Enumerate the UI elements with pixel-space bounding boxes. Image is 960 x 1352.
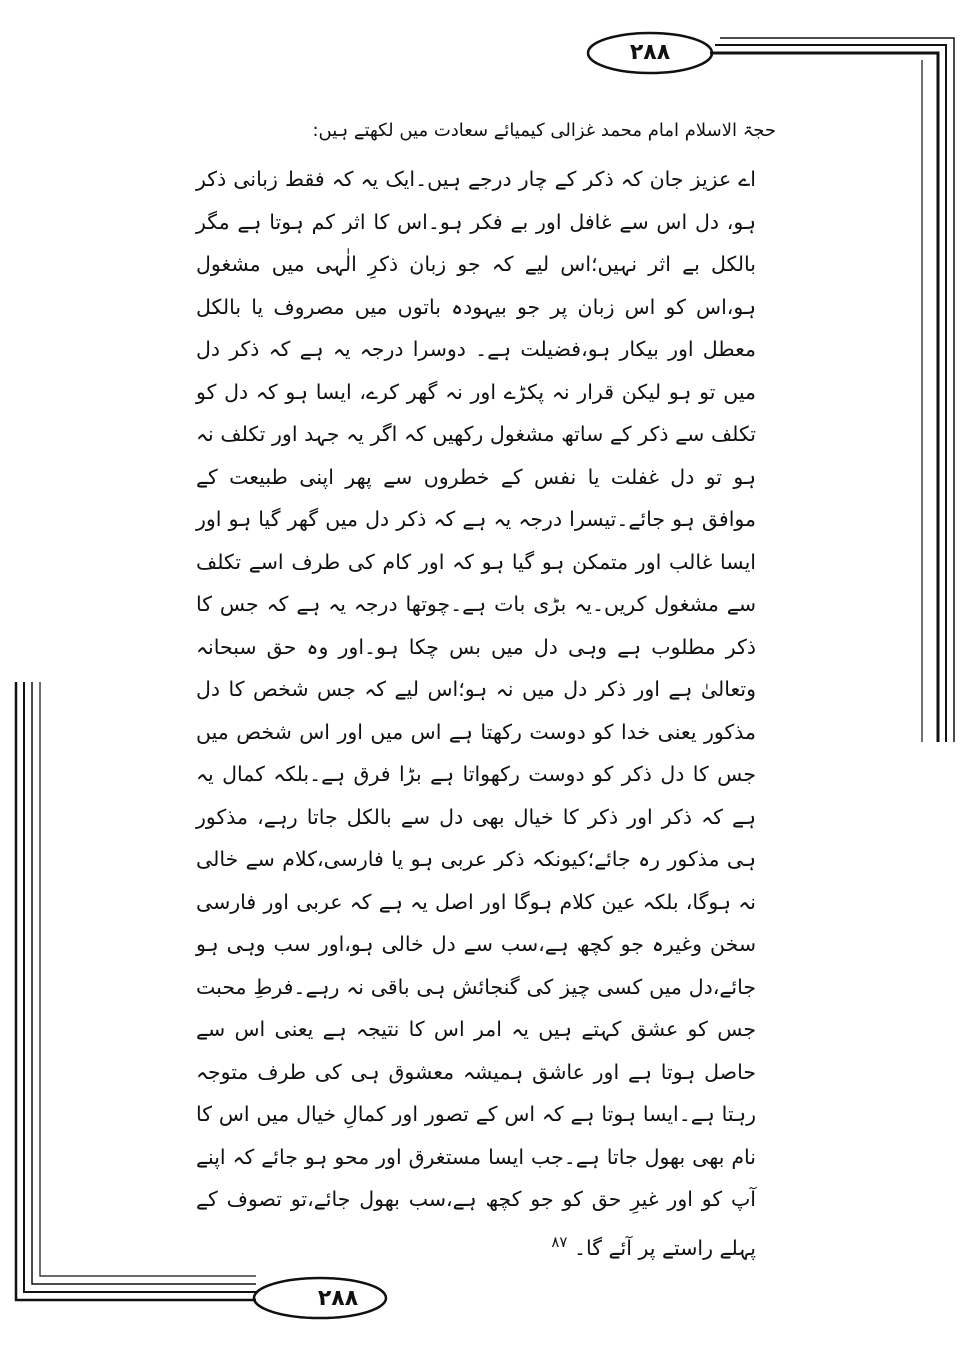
body-text: اے عزیز جان کہ ذکر کے چار درجے ہیں۔ایک یہ کہ فقط زبانی ذکر ہو، دل اس سے غافل اور بے فکر ہو۔اس کا اثر کم ہوتا ہے مگر بالکل بے اثر نہیں؛اس لیے کہ جو زبان ذکرِ الٰہی میں مشغول ہو،اس کو اس زبان پر جو بیہودہ باتوں میں مصروف یا بالکل معطل اور بیکار ہو،فضیلت ہے۔ دوسرا درجہ یہ ہے کہ ذکر دل میں تو ہو لیکن قرار نہ پکڑے اور نہ گھر کرے، ایسا ہو کہ دل کو تکلف سے ذکر کے ساتھ مشغول رکھیں کہ اگر یہ جہد اور تکلف نہ ہو تو دل غفلت یا نفس کے خطروں سے پھر اپنی طبیعت کے موافق ہو جائے۔تیسرا درجہ یہ ہے کہ ذکر دل میں گھر گیا ہو اور ایسا غالب اور متمکن ہو گیا ہو کہ اور کام کی طرف اسے تکلف سے مشغول کریں۔یہ بڑی بات ہے۔چوتھا درجہ یہ ہے کہ جس کا ذکر مطلوب ہے وہی دل میں بس چکا ہو۔اور وہ حق سبحانہ وتعالیٰ ہے اور ذکر دل میں نہ ہو؛اس لیے کہ جس شخص کا دل مذکور یعنی خدا کو دوست رکھتا ہے اس میں اور اس شخص میں جس کا دل ذکر کو دوست رکھواتا ہے بڑا فرق ہے۔بلکہ کمال یہ ہے کہ ذکر اور ذکر کا خیال بھی دل سے بالکل جاتا رہے، مذکور ہی مذکور رہ جائے؛کیونکہ ذکر عربی ہو یا فارسی،کلام سے خالی نہ ہوگا، بلکہ عین کلام ہوگا اور اصل یہ ہے کہ عربی اور فارسی سخن وغیرہ جو کچھ ہے،سب سے دل خالی ہو،اور سب وہی ہو جائے،دل میں کسی چیز کی گنجائش ہی باقی نہ رہے۔فرطِ محبت جس کو عشق کہتے ہیں یہ امر اس کا نتیجہ ہے یعنی اس سے حاصل ہوتا ہے اور عاشق ہمیشہ معشوق ہی کی طرف متوجہ رہتا ہے۔ایسا ہوتا ہے کہ اس کے تصور اور کمالِ خیال میں اس کا نام بھی بھول جاتا ہے۔جب ایسا مستغرق اور محو ہو جائے کہ اپنے آپ کو اور غیرِ حق کو جو کچھ ہے،سب بھول جائے،تو تصوف کے پہلے راستے پر آئے گا۔ <box>196 167 756 1260</box>
body-paragraph <box>196 158 756 1269</box>
intro-line: حجۃ الاسلام امام محمد غزالی کیمیائے سعادت میں لکھتے ہیں: <box>312 120 776 141</box>
footnote-reference: ۸۷ <box>551 1232 568 1251</box>
footer-page-number: ۲۸۸ <box>317 1286 359 1311</box>
header-page-number: ۲۸۸ <box>629 40 671 65</box>
